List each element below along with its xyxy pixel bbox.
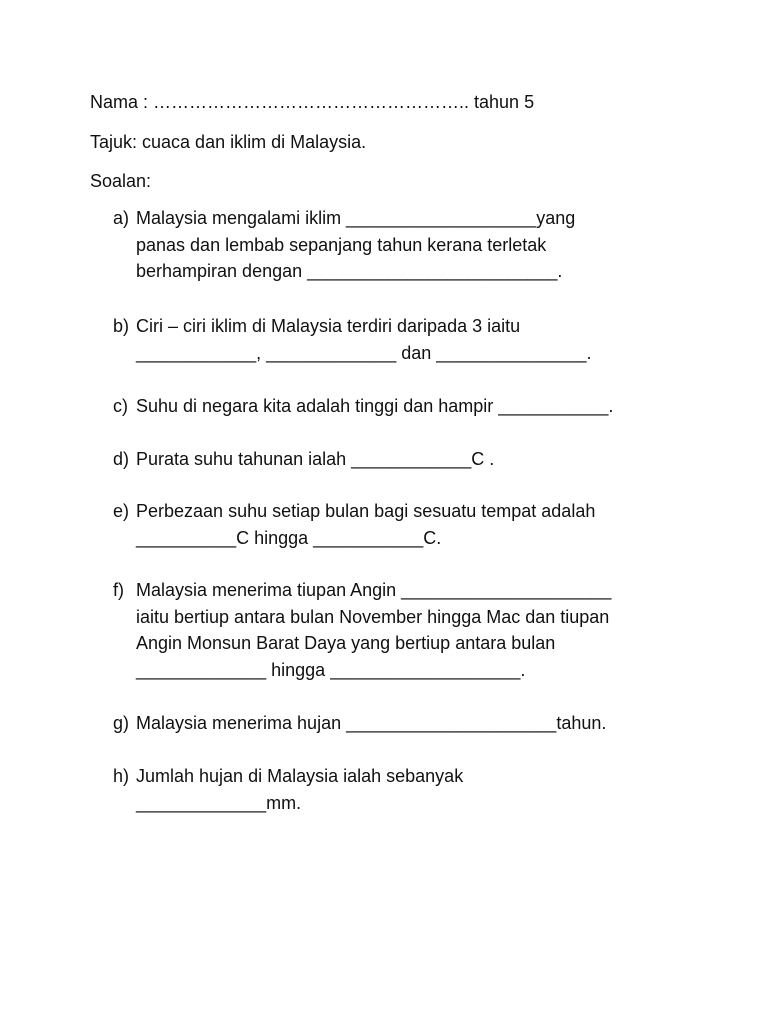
question-line: ____________, _____________ dan _______________. <box>136 342 592 363</box>
question-line: panas dan lembab sepanjang tahun kerana terletak <box>136 234 547 255</box>
question-line: Malaysia menerima hujan _____________________tahun. <box>136 713 607 733</box>
question-line: _____________ hingga ___________________. <box>136 659 526 680</box>
question-h <box>113 763 713 816</box>
question-marker: f) <box>113 580 124 600</box>
worksheet-title: Tajuk: cuaca dan iklim di Malaysia. <box>90 132 367 152</box>
question-c <box>113 393 713 420</box>
question-g <box>113 710 713 737</box>
questions-heading: Soalan: <box>90 171 152 191</box>
question-marker: c) <box>113 396 128 416</box>
question-line: Purata suhu tahunan ialah ____________C . <box>136 449 495 469</box>
name-line: Nama : …………………………………………….. tahun 5 <box>90 92 535 112</box>
question-marker: d) <box>113 449 130 469</box>
question-d <box>113 446 713 473</box>
question-line: Suhu di negara kita adalah tinggi dan hampir ___________. <box>136 396 614 416</box>
question-line: Malaysia menerima tiupan Angin _____________________ <box>136 580 612 600</box>
question-line: iaitu bertiup antara bulan November hingga Mac dan tiupan <box>136 606 610 627</box>
question-line: Jumlah hujan di Malaysia ialah sebanyak <box>136 766 464 786</box>
question-e <box>113 498 713 551</box>
question-marker: a) <box>113 208 130 228</box>
question-line: __________C hingga ___________C. <box>136 527 442 548</box>
question-marker: g) <box>113 713 130 733</box>
question-a <box>113 205 713 285</box>
question-f <box>113 577 713 683</box>
question-marker: e) <box>113 501 130 521</box>
question-b <box>113 313 713 366</box>
question-line: Perbezaan suhu setiap bulan bagi sesuatu tempat adalah <box>136 501 596 521</box>
question-line: _____________mm. <box>136 792 302 813</box>
question-line: Malaysia mengalami iklim ___________________yang <box>136 208 576 228</box>
question-line: Angin Monsun Barat Daya yang bertiup antara bulan <box>136 633 556 653</box>
question-marker: b) <box>113 316 130 336</box>
question-marker: h) <box>113 766 130 786</box>
question-line: berhampiran dengan _________________________. <box>136 261 563 281</box>
question-line: Ciri – ciri iklim di Malaysia terdiri daripada 3 iaitu <box>136 316 521 336</box>
